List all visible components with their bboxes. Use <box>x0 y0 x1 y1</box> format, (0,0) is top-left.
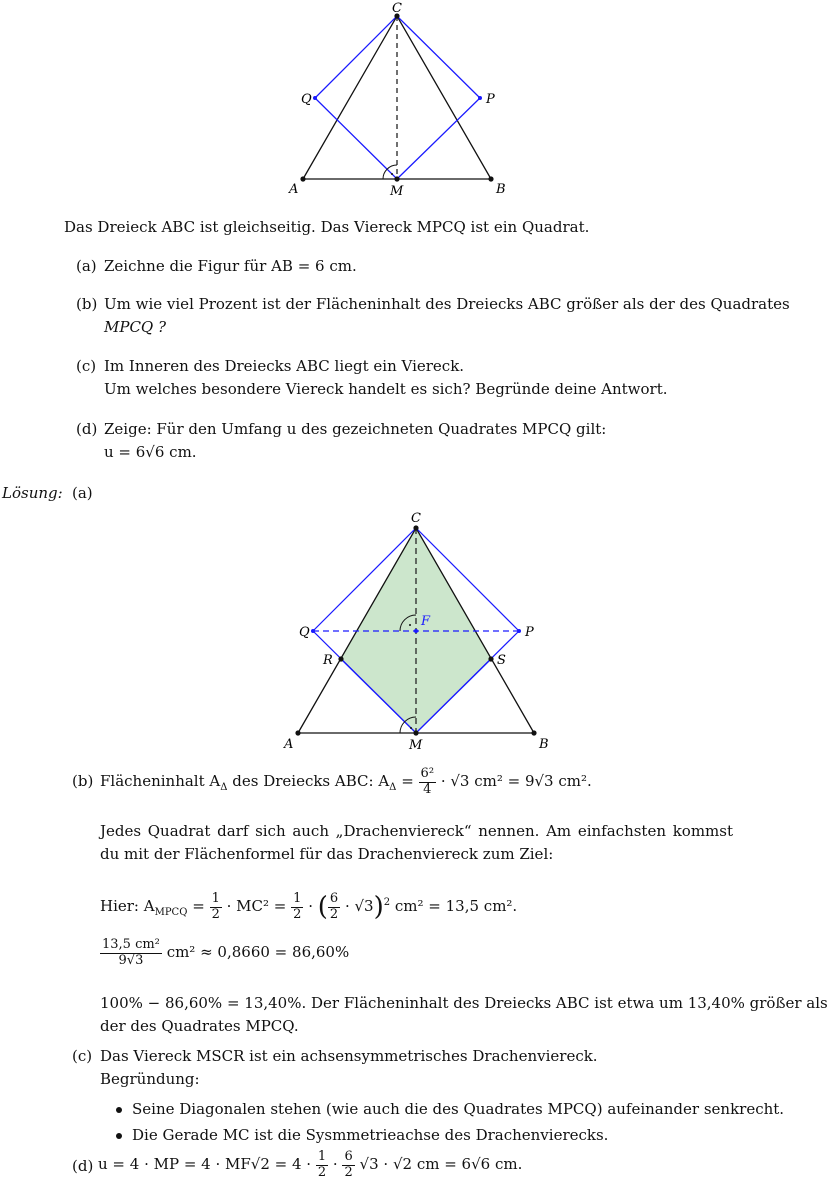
d-pre: u = 4 · MP = 4 · MF√2 = 4 · <box>98 1155 312 1173</box>
task-b-marker: (b) <box>76 295 98 313</box>
b-hier-six <box>328 892 340 922</box>
label-q: Q <box>301 92 312 107</box>
b-area-frac-den: 4 <box>423 781 432 797</box>
solution-b-marker: (b) <box>72 772 94 790</box>
task-a-marker: (a) <box>76 257 97 275</box>
d-half-num: 1 <box>317 1149 327 1165</box>
label-b: B <box>496 182 506 197</box>
point-q-2 <box>311 629 315 633</box>
label-m-2: M <box>409 738 423 753</box>
solution-b-hier: Hier: $A_{MPCQ}$ = $\frac{1}{2}$ · MC² = $\frac{1}{2}$ · ( $\frac{6}{2}$ · √3)$^2$ cm² = 13,5 cm². <box>100 891 518 922</box>
bullet-dot <box>116 1133 122 1139</box>
label-f: F <box>421 614 431 629</box>
task-b-line1: Um wie viel Prozent ist der Flächeninhalt des Dreiecks ABC größer als der des Quadrates <box>104 295 790 313</box>
point-f <box>414 629 418 633</box>
figure-solution-kite <box>282 508 552 758</box>
solution-c-line2: Begründung: <box>100 1070 200 1088</box>
b-area-sub2: Δ <box>389 782 397 793</box>
label-m: M <box>390 184 404 199</box>
solution-d-marker: (d) <box>72 1157 94 1175</box>
b-area-post: · √3 cm² = 9√3 cm². <box>440 772 592 790</box>
solution-b-para1: Jedes Quadrat darf sich auch „Drachenviereck“ nennen. Am einfachsten kommst du mit der Flächenformel für das Drachenviereck zum Ziel: <box>100 822 733 863</box>
point-p <box>478 96 482 100</box>
d-half <box>316 1150 328 1180</box>
b-ratio-den: 9√3 <box>118 952 144 968</box>
task-a-text: Zeichne die Figur für AB = 6 cm. <box>104 257 357 275</box>
b-area-mid: des Dreiecks ABC: A <box>232 772 390 790</box>
b-ratio-fraction <box>100 938 162 968</box>
point-b <box>488 176 493 181</box>
point-a-2 <box>295 730 300 735</box>
b-hier-eq: = <box>192 897 205 915</box>
task-d-line2: u = 6√6 cm. <box>104 443 197 461</box>
b-area-fraction <box>419 767 436 797</box>
solution-c-line1: Das Viereck MSCR ist ein achsensymmetrisches Drachenviereck. <box>100 1047 598 1065</box>
label-a: A <box>289 182 299 197</box>
label-c: C <box>392 1 402 16</box>
d-six-den: 2 <box>344 1164 353 1180</box>
solution-label: Lösung: <box>2 484 63 502</box>
label-b-2: B <box>539 737 549 752</box>
solution-c-marker: (c) <box>72 1047 93 1065</box>
point-b-2 <box>531 730 536 735</box>
intro-text: Das Dreieck ABC ist gleichseitig. Das Viereck MPCQ ist ein Quadrat. <box>64 218 590 236</box>
d-mid: · <box>332 1155 338 1173</box>
solution-d-line <box>98 1146 522 1182</box>
solution-c-bullet-1 <box>116 1100 784 1118</box>
point-s <box>488 656 493 661</box>
b-hier-half-num: 1 <box>211 891 220 907</box>
solution-b-result1: 100% − 86,60% = 13,40%. Der Flächeninhalt des Dreiecks ABC ist etwa um 13,40% größer als <box>100 994 828 1012</box>
bullet-dot <box>116 1107 122 1113</box>
solution-b-ratio <box>100 932 349 972</box>
b-hier-six-num: 6 <box>329 891 339 907</box>
b-area-frac-num: 6² <box>420 766 435 782</box>
d-six-num: 6 <box>344 1149 353 1165</box>
label-a-2: A <box>284 737 294 752</box>
b-hier-pre: Hier: A <box>100 897 155 915</box>
b-area-pre: Flächeninhalt A <box>100 772 221 790</box>
point-m <box>394 176 399 181</box>
point-q <box>313 96 317 100</box>
b-area-sub: Δ <box>220 782 228 793</box>
b-area-eq: = <box>401 772 414 790</box>
point-p-2 <box>517 629 521 633</box>
d-post: √3 · √2 cm = 6√6 cm. <box>359 1155 523 1173</box>
b-hier-half-den: 2 <box>211 906 220 922</box>
task-c-marker: (c) <box>76 357 97 375</box>
solution-b-line1 <box>100 763 592 806</box>
solution-c-bullet-2 <box>116 1126 608 1144</box>
b-hier-half <box>210 892 222 922</box>
task-c-line2: Um welches besondere Viereck handelt es sich? Begründe deine Antwort. <box>104 380 668 398</box>
task-c-line1: Im Inneren des Dreiecks ABC liegt ein Viereck. <box>104 357 465 375</box>
d-half-den: 2 <box>317 1164 327 1180</box>
bullet-text: Die Gerade MC ist die Sysmmetrieachse des Drachenvierecks. <box>132 1126 609 1144</box>
task-d-line1: Zeige: Für den Umfang u des gezeichneten Quadrates MPCQ gilt: <box>104 420 607 438</box>
point-c-2 <box>413 525 418 530</box>
label-p: P <box>486 92 495 107</box>
label-q-2: Q <box>299 625 310 640</box>
task-b-line2: MPCQ ? <box>104 318 167 336</box>
figure-triangle-square <box>280 2 520 200</box>
b-ratio-post: cm² ≈ 0,8660 = 86,60% <box>166 943 350 961</box>
solution-b-result2: der des Quadrates MPCQ. <box>100 1017 299 1035</box>
b-hier-sub: MPCQ <box>154 907 188 918</box>
label-s: S <box>497 653 506 668</box>
d-six <box>342 1150 354 1180</box>
point-r <box>338 656 343 661</box>
b-hier-mc: · MC² = <box>226 897 287 915</box>
bullet-text: Seine Diagonalen stehen (wie auch die des Quadrates MPCQ) aufeinander senkrecht. <box>132 1100 785 1118</box>
label-r: R <box>323 653 333 668</box>
label-p-2: P <box>525 625 534 640</box>
point-m-2 <box>413 730 418 735</box>
b-hier-half2 <box>291 892 303 922</box>
b-hier-half2-num: 1 <box>293 891 302 907</box>
b-ratio-num: 13,5 cm² <box>102 937 160 953</box>
solution-a-marker: (a) <box>72 484 93 502</box>
b-hier-post: cm² = 13,5 cm². <box>394 897 518 915</box>
point-a <box>300 176 305 181</box>
label-c-2: C <box>411 511 421 526</box>
task-d-marker: (d) <box>76 420 98 438</box>
b-hier-half2-den: 2 <box>293 906 302 922</box>
b-hier-six-den: 2 <box>329 906 339 922</box>
